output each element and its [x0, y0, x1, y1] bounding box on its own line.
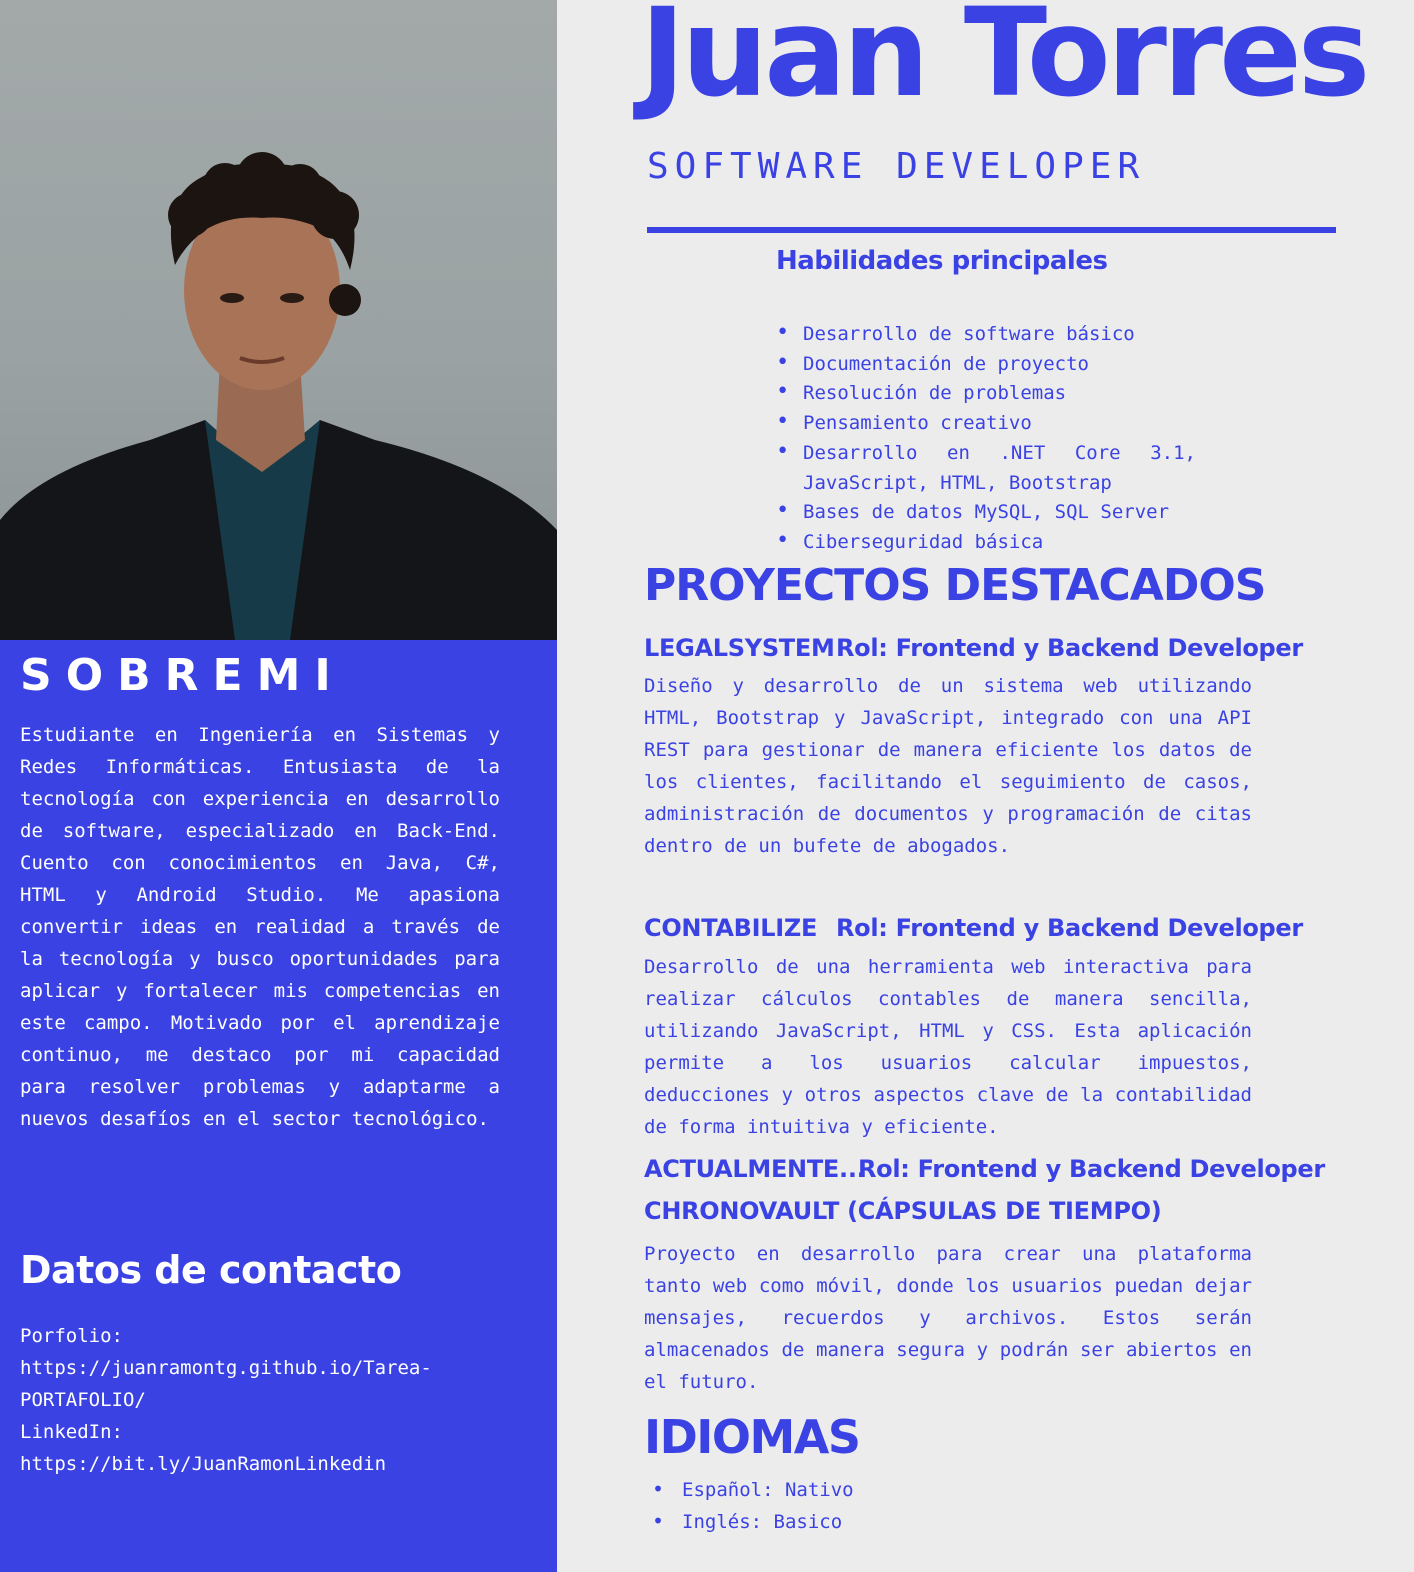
- list-item: • Resolución de problemas: [776, 379, 1196, 409]
- list-item: • Español: Nativo: [652, 1474, 854, 1506]
- languages-title: IDIOMAS: [644, 1410, 860, 1464]
- project-header: [644, 634, 1303, 662]
- project-description: Proyecto en desarrollo para crear una plataforma tanto web como móvil, donde los usuarios puedan dejar mensajes, recuerdos y archivos. Estos serán almacenados de manera segura y podrán ser abiertos en el futuro.: [644, 1243, 1252, 1393]
- portfolio-label: Porfolio:: [20, 1325, 123, 1347]
- skills-title: Habilidades principales: [776, 246, 1108, 276]
- project-header: [644, 914, 1303, 942]
- left-column: [0, 0, 557, 1572]
- languages-list: [652, 1474, 854, 1538]
- projects-title: PROYECTOS DESTACADOS: [644, 560, 1266, 611]
- profile-name: Juan Torres: [640, 0, 1367, 124]
- list-item: • Pensamiento creativo: [776, 409, 1196, 439]
- about-text: Estudiante en Ingeniería en Sistemas y Redes Informáticas. Entusiasta de la tecnología con experiencia en desarrollo de software, especializado en Back-End. Cuento con conocimientos en Java, C#, HTML y Android Studio. Me apasiona convertir ideas en realidad a través de la tecnología y busco oportunidades para aplicar y fortalecer mis competencias en este campo. Motivado por el aprendizaje continuo, me destaco por mi capacidad para resolver problemas y adaptarme a nuevos desafíos en el sector tecnológico.: [20, 724, 500, 1130]
- project-subtitle: CHRONOVAULT (CÁPSULAS DE TIEMPO): [644, 1197, 1162, 1225]
- project-name: ACTUALMENTE...: [644, 1155, 866, 1183]
- profile-photo: [0, 0, 557, 640]
- linkedin-link[interactable]: https://bit.ly/JuanRamonLinkedin: [20, 1453, 387, 1475]
- right-column: [557, 0, 1414, 1572]
- project-description: Desarrollo de una herramienta web interactiva para realizar cálculos contables de manera sencilla, utilizando JavaScript, HTML y CSS. Esta aplicación permite a los usuarios calcular impuestos, deducciones y otros aspectos clave de la contabilidad de forma intuitiva y eficiente.: [644, 956, 1252, 1138]
- contact-section: [20, 1248, 520, 1480]
- list-item: • Ciberseguridad básica: [776, 528, 1196, 558]
- project-header: [644, 1155, 1325, 1183]
- divider: [647, 227, 1336, 233]
- skills-list: [776, 320, 1196, 558]
- list-item: • Desarrollo en .NET Core 3.1, JavaScript, HTML, Bootstrap: [776, 439, 1196, 498]
- about-section: [20, 650, 500, 1135]
- project-role: Rol: Frontend y Backend Developer: [836, 634, 1303, 662]
- project-name: CONTABILIZE: [644, 914, 818, 942]
- about-title: SOBREMI: [20, 650, 345, 701]
- profile-role: SOFTWARE DEVELOPER: [647, 146, 1146, 187]
- contact-title: Datos de contacto: [20, 1248, 402, 1292]
- list-item: • Inglés: Basico: [652, 1506, 854, 1538]
- list-item: • Desarrollo de software básico: [776, 320, 1196, 350]
- portfolio-link[interactable]: https://juanramontg.github.io/Tarea-PORTAFOLIO/: [20, 1357, 432, 1411]
- project-description: Diseño y desarrollo de un sistema web utilizando HTML, Bootstrap y JavaScript, integrado con una API REST para gestionar de manera eficiente los datos de los clientes, facilitando el seguimiento de casos, administración de documentos y programación de citas dentro de un bufete de abogados.: [644, 675, 1252, 857]
- project-name: LEGALSYSTEM: [644, 634, 835, 662]
- list-item: • Documentación de proyecto: [776, 350, 1196, 380]
- project-role: Rol: Frontend y Backend Developer: [836, 914, 1303, 942]
- list-item: • Bases de datos MySQL, SQL Server: [776, 498, 1196, 528]
- project-role: Rol: Frontend y Backend Developer: [858, 1155, 1325, 1183]
- linkedin-label: LinkedIn:: [20, 1421, 123, 1443]
- portrait-illustration: [0, 0, 557, 640]
